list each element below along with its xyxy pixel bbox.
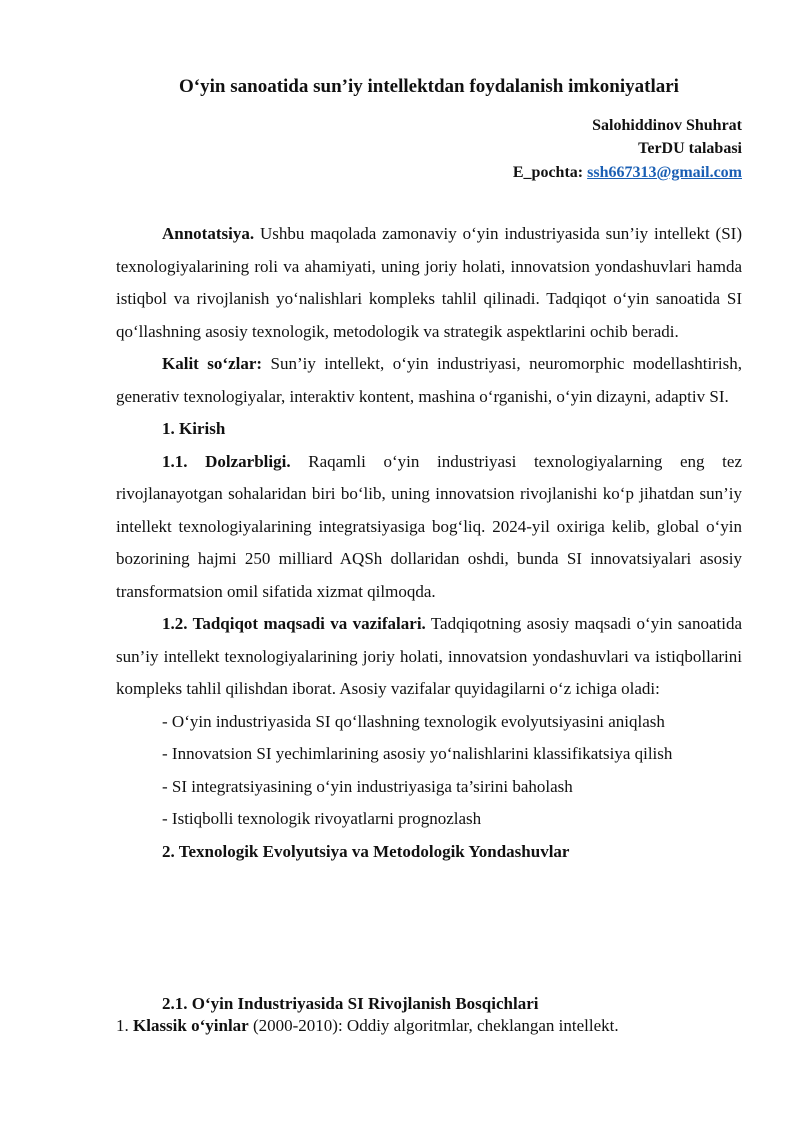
subsection-1-2-text: Tadqiqotning asosiy maqsadi o‘yin sanoatida sun’iy intellekt texnologiyalarining joriy holati, innovatsion yondashuvlari va istiqbollarini kompleks tahlil qilishdan iborat. Asosiy vazifalar quyidagilarni o‘z ichiga oladi:	[116, 614, 742, 698]
subsection-1-2-paragraph	[116, 608, 742, 706]
subsection-1-1-label: 1.1. Dolzarbligi.	[162, 451, 291, 471]
keywords-label: Kalit so‘zlar:	[162, 354, 263, 373]
section-1-heading: 1. Kirish	[162, 419, 226, 438]
author-email-line	[513, 164, 742, 182]
subsection-2-1-heading: 2.1. O‘yin Industriyasida SI Rivojlanish Bosqichlari	[162, 994, 539, 1013]
section-2-heading: 2. Texnologik Evolyutsiya va Metodologik Yondashuvlar	[162, 841, 570, 861]
annotation-text: Ushbu maqolada zamonaviy o‘yin industriyasida sun’iy intellekt (SI) texnologiyalarining roli va ahamiyati, uning joriy holati, innovatsion yondashuvlari hamda istiqbol va rivojlanish yo‘nalishlari kompleks tahlil qilinadi. Tadqiqot o‘yin sanoatida SI qo‘llashning asosiy texnologik, metodologik va strategik aspektlarini ochib beradi.	[116, 224, 742, 341]
annotation-label: Annotatsiya.	[162, 224, 255, 243]
main-text	[116, 218, 742, 868]
stage-label: Klassik o‘yinlar	[133, 1016, 249, 1035]
stage-number: 1.	[116, 1016, 129, 1035]
task-item: - SI integratsiyasining o‘yin industriyasiga ta’sirini baholash	[162, 776, 573, 796]
email-label: E_pochta:	[512, 164, 584, 181]
subsection-1-2-label: 1.2. Tadqiqot maqsadi va vazifalari.	[162, 614, 426, 633]
section-2-1	[116, 990, 742, 1018]
subsection-1-1-text: Raqamli o‘yin industriyasi texnologiyalarning eng tez rivojlanayotgan sohalaridan biri bo‘lib, uning innovatsion rivojlanishi ko‘p jihatdan sun’iy intellekt texnologiyalarining integratsiyasiga bog‘liq. 2024-yil oxiriga kelib, global o‘yin bozorining hajmi 250 milliard AQSh dollaridan oshdi, bunda SI innovatsiyalari asosiy transformatsion omil sifatida xizmat qilmoqda.	[116, 451, 742, 601]
task-item: - O‘yin industriyasida SI qo‘llashning texnologik evolyutsiyasini aniqlash	[162, 711, 665, 731]
stage-item-1	[116, 1015, 619, 1037]
keywords-text: Sun’iy intellekt, o‘yin industriyasi, neuromorphic modellashtirish, generativ texnologiyalar, interaktiv kontent, mashina o‘rganishi, o‘yin dizayni, adaptiv SI.	[116, 354, 742, 406]
author-affiliation: TerDU talabasi	[638, 140, 742, 157]
email-link[interactable]: ssh667313@gmail.com	[587, 164, 742, 181]
subsection-1-1-paragraph	[116, 446, 742, 609]
author-name: Salohiddinov Shuhrat	[592, 117, 742, 134]
paper-title: O‘yin sanoatida sun’iy intellektdan foydalanish imkoniyatlari	[179, 76, 679, 97]
task-item: - Innovatsion SI yechimlarining asosiy yo‘nalishlarini klassifikatsiya qilish	[162, 744, 673, 763]
stage-text: (2000-2010): Oddiy algoritmlar, cheklangan intellekt.	[248, 1016, 619, 1035]
annotation-paragraph	[116, 218, 742, 348]
keywords-paragraph	[116, 348, 742, 413]
task-item: - Istiqbolli texnologik rivoyatlarni prognozlash	[162, 809, 482, 828]
